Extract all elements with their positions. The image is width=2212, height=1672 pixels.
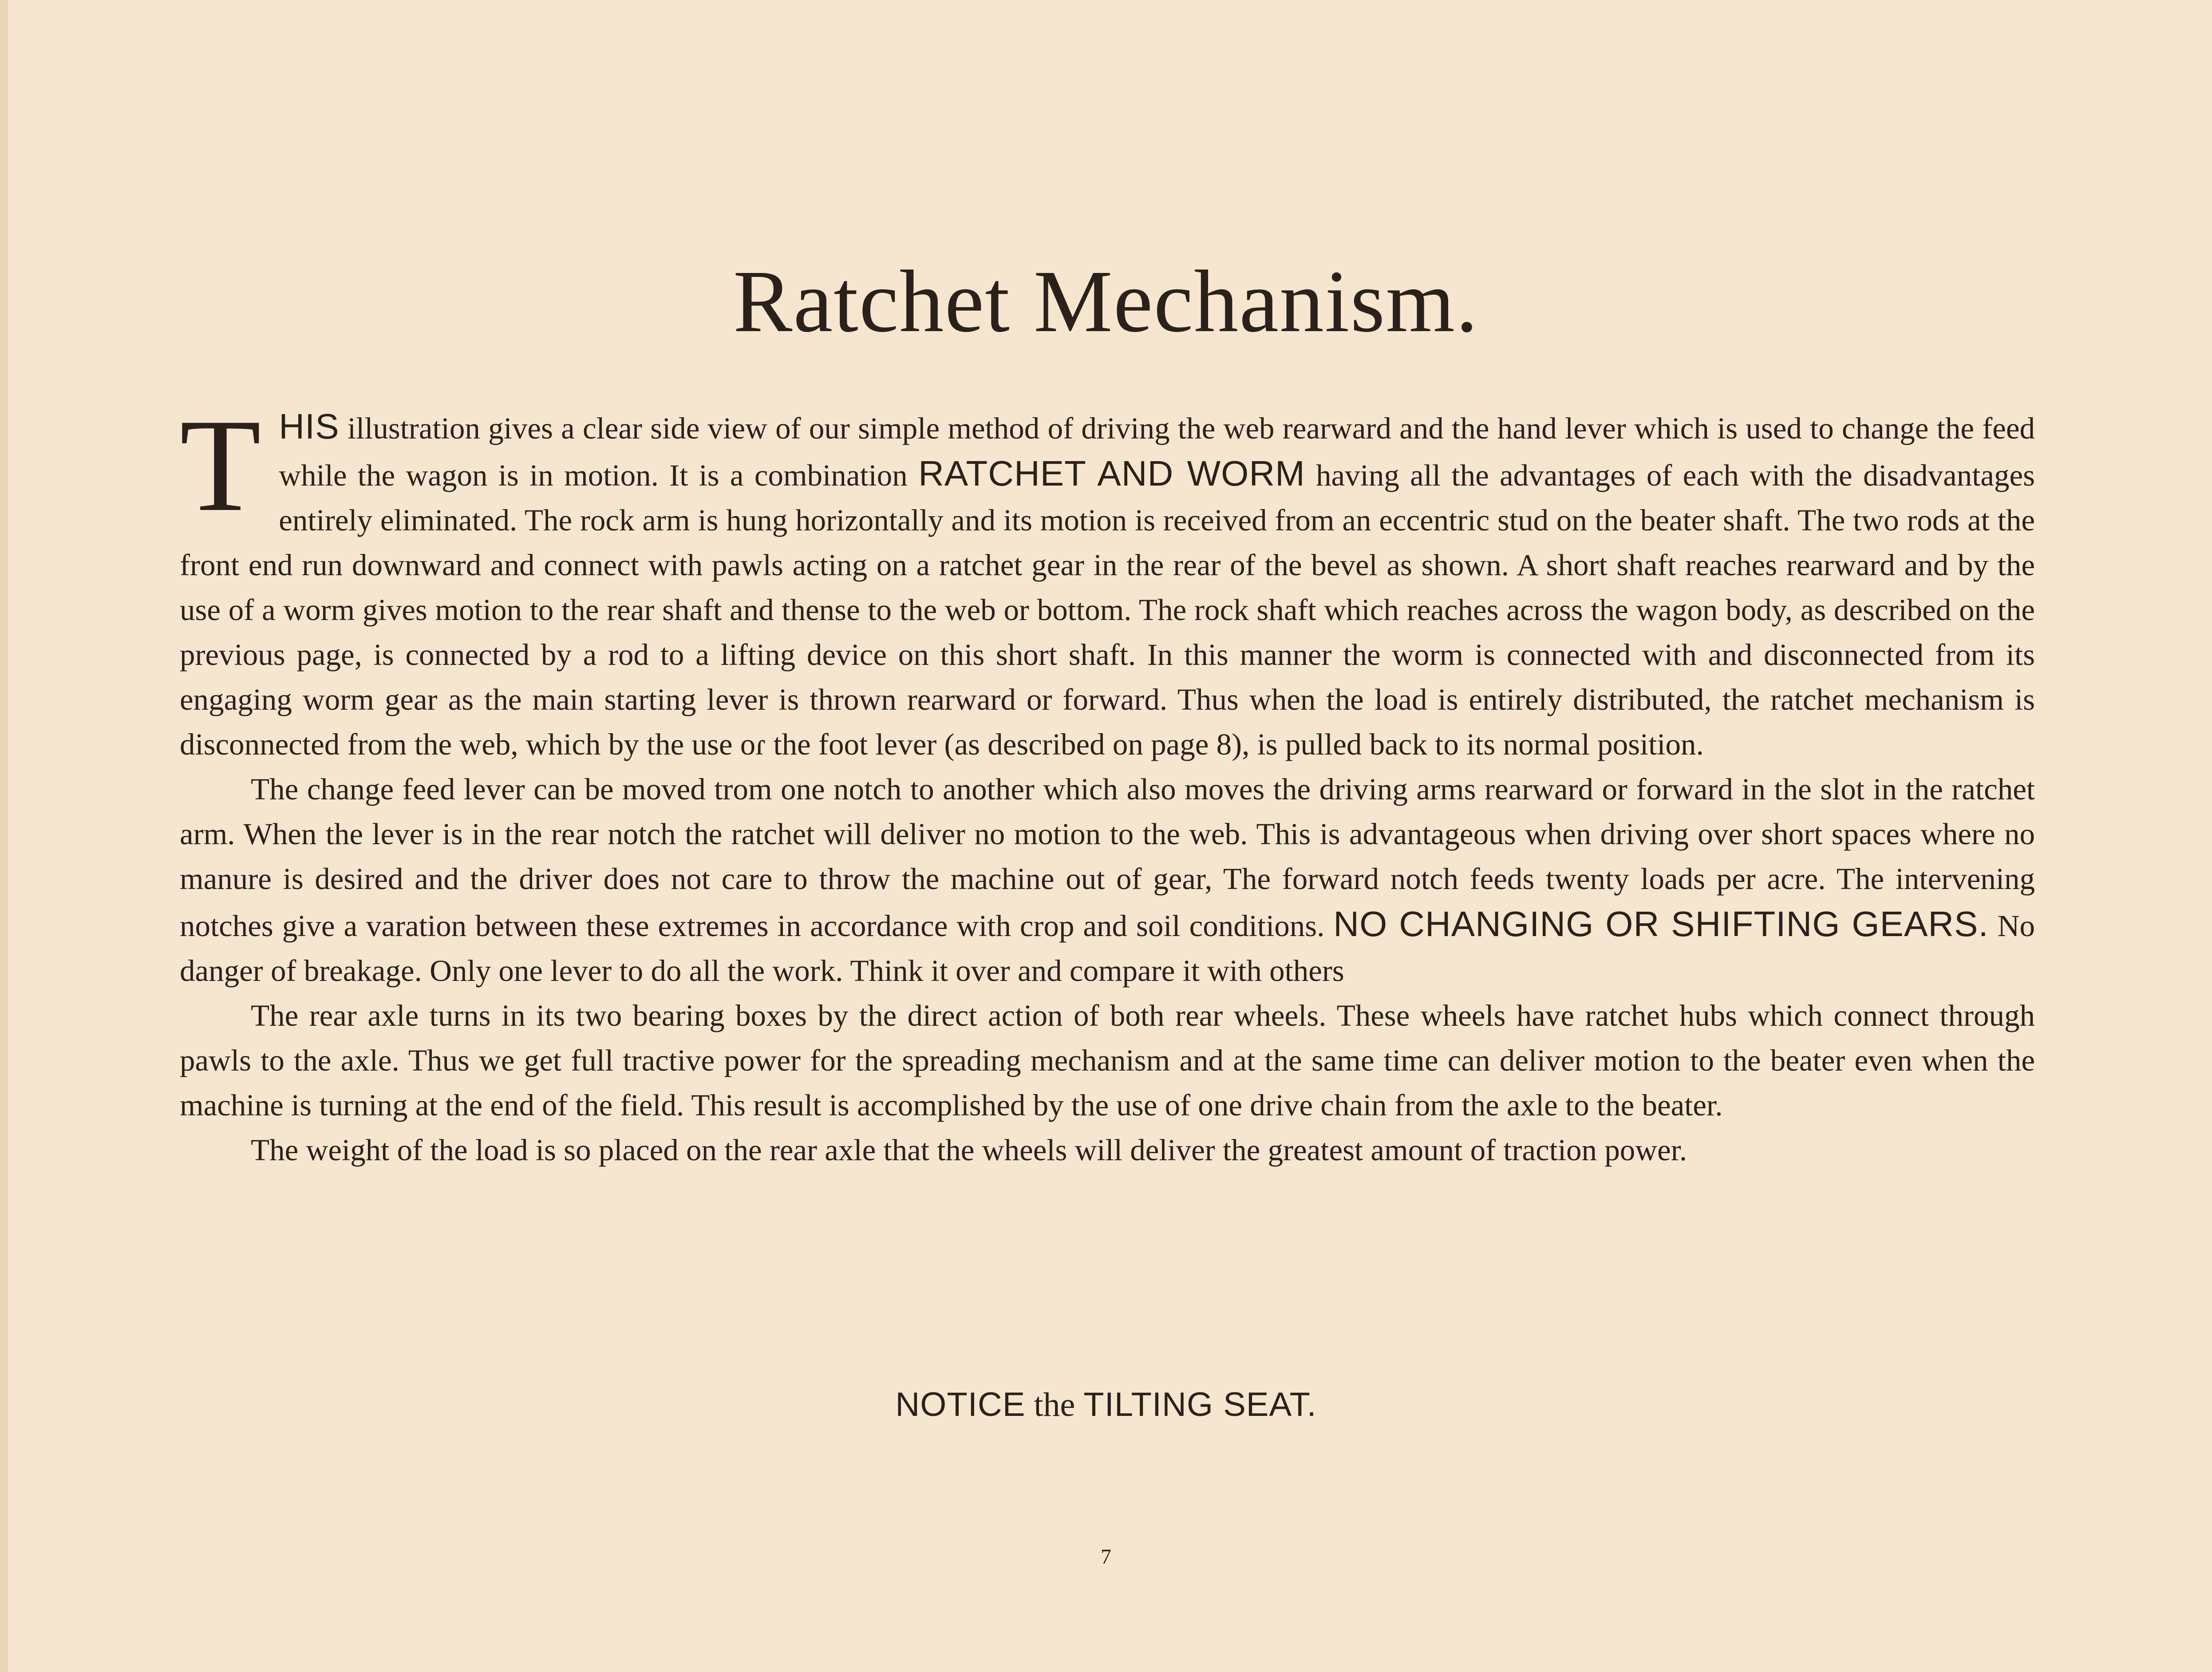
notice-tilting-seat: TILTING SEAT. bbox=[1083, 1386, 1317, 1423]
paragraph-text: illustration gives a clear side view of our simple method of driving the web rearward and the hand lever which is used to change the feed while the wagon is in motion. It is a combination bbox=[279, 411, 2035, 492]
drop-cap: T bbox=[180, 391, 261, 539]
paragraph-change-feed-lever bbox=[180, 767, 2035, 993]
paragraph-text: No danger of breakage. Only one lever to do all the work. Think it over and compare it with others bbox=[180, 909, 2035, 988]
notice-line bbox=[0, 1380, 2212, 1429]
paragraph-ratchet-description bbox=[180, 391, 2035, 767]
notice-word: NOTICE bbox=[895, 1386, 1026, 1423]
notice-the: the bbox=[1034, 1386, 1075, 1423]
paragraph-load-weight: The weight of the load is so placed on the rear axle that the wheels will deliver the greatest amount of traction power. bbox=[251, 1133, 1687, 1167]
page-number: 7 bbox=[1101, 1545, 1111, 1569]
page-title: Ratchet Mechanism. bbox=[733, 253, 1479, 351]
emphasis-no-changing-gears: NO CHANGING OR SHIFTING GEARS. bbox=[1333, 904, 1989, 944]
paragraph-text: having all the advantages of each with the disadvantages entirely eliminated. The rock arm is hung horizontally and its motion is received from an eccentric stud on the beater shaft. The two rods at the front end run downward and connect with pawls acting on a ratchet gear in the rear of the bevel as shown. A short shaft reaches rearward and by the use of a worm gives motion to the rear shaft and thense to the web or bottom. The rock shaft which reaches across the wagon body, as described on the previous page, is connected by a rod to a lifting device on this short shaft. In this manner the worm is connected with and disconnected from its engaging worm gear as the main starting lever is thrown rearward or forward. Thus when the load is entirely distributed, the ratchet mechanism is disconnected from the web, which by the use oɾ the foot lever (as described on page 8), is pulled back to its normal position. bbox=[180, 459, 2035, 761]
emphasis-ratchet-and-worm: RATCHET AND WORM bbox=[918, 454, 1305, 493]
lead-caps: HIS bbox=[279, 407, 340, 446]
paragraph-text: The change feed lever can be moved trom one notch to another which also moves the driving arms rearward or forward in the slot in the ratchet arm. When the lever is in the rear notch the ratchet will deliver no motion to the web. This is advantageous when driving over short spaces where no manure is desired and the driver does not care to throw the machine out of gear, The forward notch feeds twenty loads per acre. The intervening notches give a varation between these extremes in accordance with crop and soil conditions. bbox=[180, 772, 2035, 943]
paragraph-rear-axle: The rear axle turns in its two bearing boxes by the direct action of both rear wheels. These wheels have ratchet hubs which connect through pawls to the axle. Thus we get full tractive power for the spreading mechanism and at the same time can deliver motion to the beater even when the machine is turning at the end of the field. This result is accomplished by the use of one drive chain from the axle to the beater. bbox=[180, 999, 2035, 1122]
body-text bbox=[180, 391, 2035, 1173]
